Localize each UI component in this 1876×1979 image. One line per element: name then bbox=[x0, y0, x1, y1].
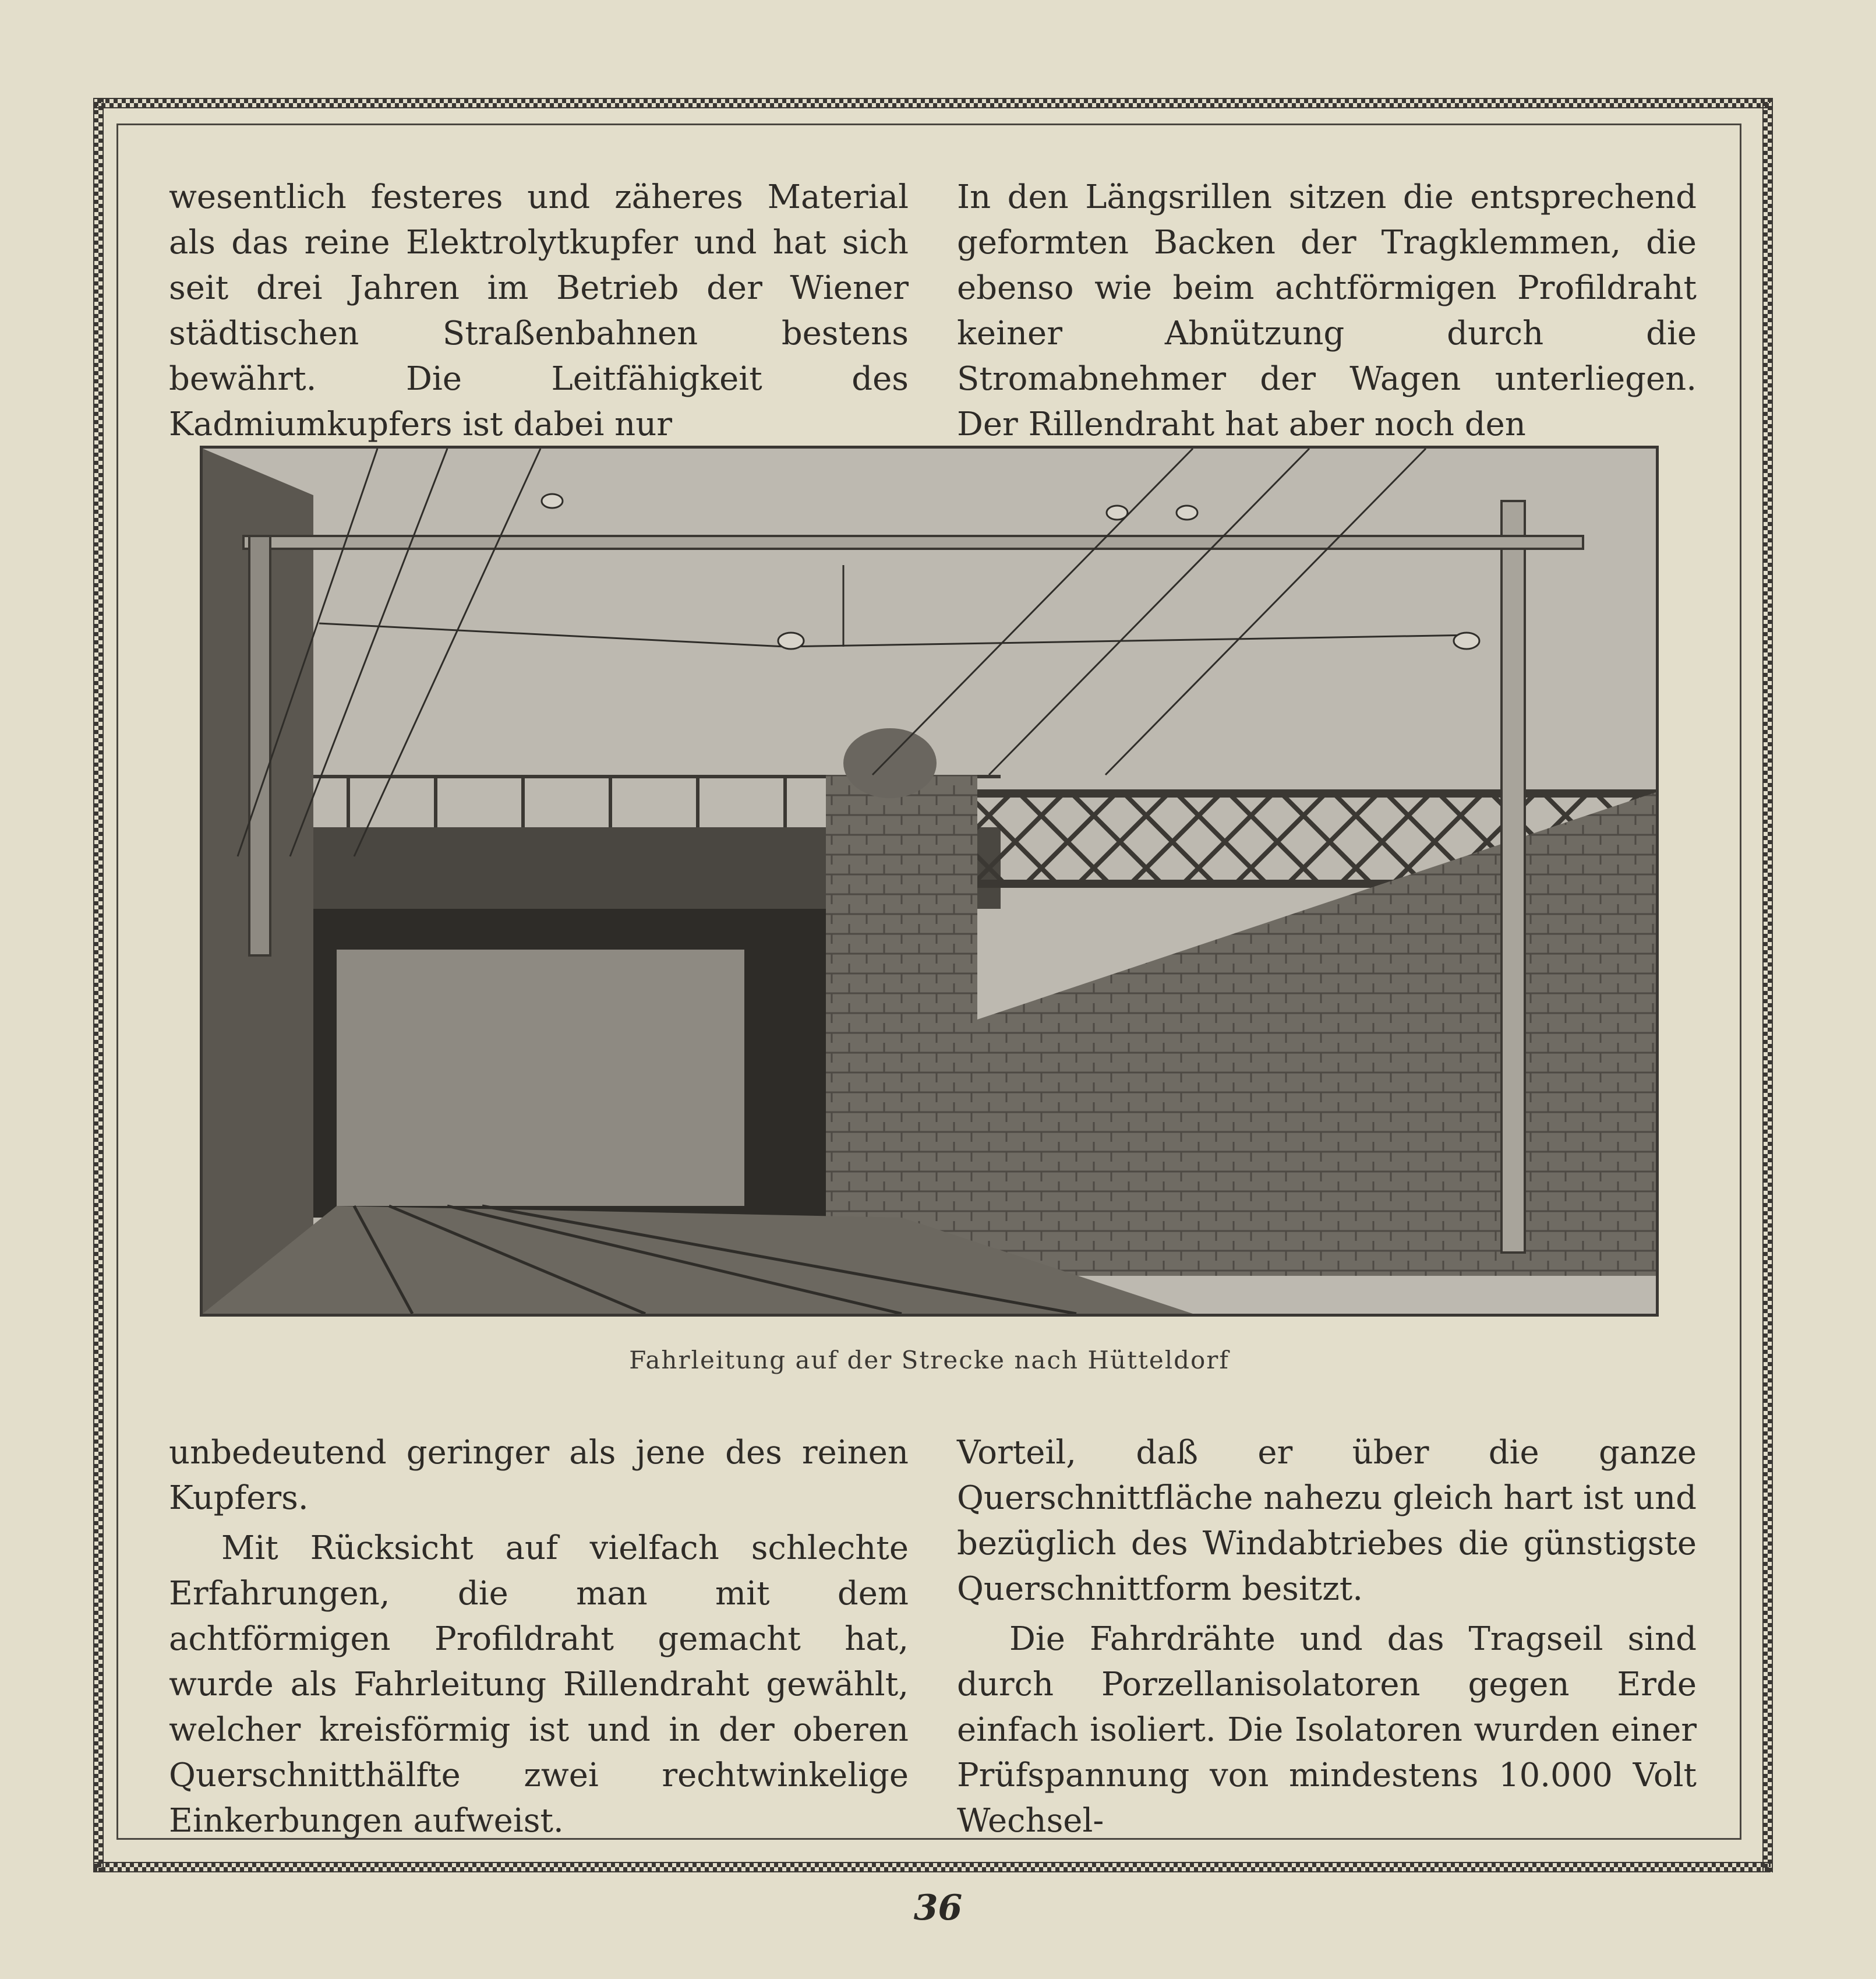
paragraph: In den Längsrillen sitzen die entsprechend geformten Backen der Tragklemmen, die ebenso wie beim achtförmigen Profildraht keiner Abnützung durch die Stromabnehmer der Wagen unterliegen. Der Rillendraht hat aber noch den bbox=[957, 178, 1697, 443]
figure-photograph bbox=[200, 446, 1659, 1317]
paragraph: Vorteil, daß er über die ganze Querschnittfläche nahezu gleich hart ist und bezüglich des Windabtriebes die günstigste Querschnittform besitzt. bbox=[957, 1434, 1697, 1608]
paragraph: unbedeutend geringer als jene des reinen Kupfers. bbox=[169, 1434, 909, 1517]
paragraph: Mit Rücksicht auf vielfach schlechte Erfahrungen, die man mit dem achtförmigen Profildraht gemacht hat, wurde als Fahrleitung Rillendraht gewählt, welcher kreisförmig ist und in der oberen Querschnitthälfte zwei rechtwinkelige Einkerbungen aufweist. bbox=[169, 1529, 909, 1840]
border-left bbox=[93, 98, 104, 1872]
border-top bbox=[93, 98, 1771, 108]
paragraph: Die Fahrdrähte und das Tragseil sind durch Porzellanisolatoren gegen Erde einfach isoliert. Die Isolatoren wurden einer Prüfspannung von mindestens 10.000 Volt Wechsel- bbox=[957, 1620, 1697, 1840]
border-right bbox=[1762, 98, 1773, 1872]
text-column-right-top bbox=[957, 175, 1697, 447]
border-bottom bbox=[93, 1862, 1771, 1872]
figure-caption: Fahrleitung auf der Strecke nach Hütteldorf bbox=[629, 1346, 1230, 1374]
text-column-left-bottom bbox=[169, 1430, 909, 1844]
page-number: 36 bbox=[913, 1888, 963, 1928]
text-column-right-bottom bbox=[957, 1430, 1697, 1844]
text-column-left-top bbox=[169, 175, 909, 447]
paragraph: wesentlich festeres und zäheres Material als das reine Elektrolytkupfer und hat sich seit drei Jahren im Betrieb der Wiener städtischen Straßenbahnen bestens bewährt. Die Leitfähigkeit des Kadmiumkupfers ist dabei nur bbox=[169, 178, 909, 443]
railway-overhead-line-photo bbox=[203, 449, 1656, 1314]
